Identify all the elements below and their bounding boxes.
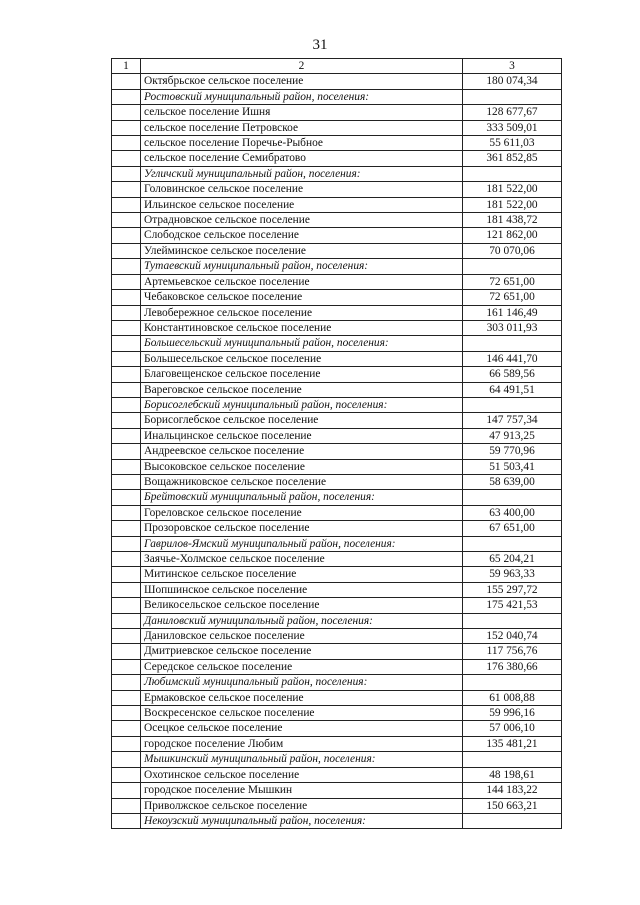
amount-cell xyxy=(463,813,562,828)
settlement-name-cell: Слободское сельское поселение xyxy=(141,228,463,243)
table-row xyxy=(112,105,562,120)
row-number-cell xyxy=(112,752,141,767)
table-row xyxy=(112,290,562,305)
district-name-cell: Ростовский муниципальный район, поселения: xyxy=(141,89,463,104)
amount-cell: 65 204,21 xyxy=(463,552,562,567)
district-name-cell: Борисоглебский муниципальный район, поселения: xyxy=(141,397,463,412)
table-row xyxy=(112,151,562,166)
row-number-cell xyxy=(112,274,141,289)
amount-cell: 47 913,25 xyxy=(463,428,562,443)
row-number-cell xyxy=(112,136,141,151)
settlement-name-cell: Середское сельское поселение xyxy=(141,659,463,674)
row-number-cell xyxy=(112,675,141,690)
amount-cell: 59 770,96 xyxy=(463,444,562,459)
table-row xyxy=(112,305,562,320)
table-row xyxy=(112,228,562,243)
settlement-name-cell: Шопшинское сельское поселение xyxy=(141,582,463,597)
district-header-row xyxy=(112,259,562,274)
amount-cell: 51 503,41 xyxy=(463,459,562,474)
amount-cell: 64 491,51 xyxy=(463,382,562,397)
amount-cell: 180 074,34 xyxy=(463,74,562,89)
row-number-cell xyxy=(112,320,141,335)
table-header-row xyxy=(112,59,562,74)
row-number-cell xyxy=(112,166,141,181)
amount-cell: 144 183,22 xyxy=(463,783,562,798)
district-header-row xyxy=(112,752,562,767)
district-header-row xyxy=(112,536,562,551)
amount-cell xyxy=(463,397,562,412)
row-number-cell xyxy=(112,351,141,366)
row-number-cell xyxy=(112,74,141,89)
row-number-cell xyxy=(112,197,141,212)
row-number-cell xyxy=(112,367,141,382)
row-number-cell xyxy=(112,659,141,674)
settlement-name-cell: Благовещенское сельское поселение xyxy=(141,367,463,382)
row-number-cell xyxy=(112,490,141,505)
settlement-name-cell: Константиновское сельское поселение xyxy=(141,320,463,335)
settlement-name-cell: Ермаковское сельское поселение xyxy=(141,690,463,705)
settlement-name-cell: Заячье-Холмское сельское поселение xyxy=(141,552,463,567)
row-number-cell xyxy=(112,613,141,628)
amount-cell: 181 522,00 xyxy=(463,197,562,212)
settlement-name-cell: Воскресенское сельское поселение xyxy=(141,706,463,721)
row-number-cell xyxy=(112,89,141,104)
table-row xyxy=(112,736,562,751)
amount-cell xyxy=(463,613,562,628)
row-number-cell xyxy=(112,413,141,428)
settlement-name-cell: Андреевское сельское поселение xyxy=(141,444,463,459)
table-row xyxy=(112,552,562,567)
row-number-cell xyxy=(112,120,141,135)
table-row xyxy=(112,274,562,289)
amount-cell: 72 651,00 xyxy=(463,274,562,289)
settlement-name-cell: Борисоглебское сельское поселение xyxy=(141,413,463,428)
amount-cell: 55 611,03 xyxy=(463,136,562,151)
settlement-name-cell: Осецкое сельское поселение xyxy=(141,721,463,736)
settlement-name-cell: Великосельское сельское поселение xyxy=(141,598,463,613)
district-header-row xyxy=(112,336,562,351)
amount-cell: 333 509,01 xyxy=(463,120,562,135)
table-row xyxy=(112,474,562,489)
row-number-cell xyxy=(112,783,141,798)
amount-cell: 59 996,16 xyxy=(463,706,562,721)
table-row xyxy=(112,644,562,659)
page-number: 31 xyxy=(312,37,328,53)
amount-cell: 57 006,10 xyxy=(463,721,562,736)
amount-cell xyxy=(463,89,562,104)
row-number-cell xyxy=(112,813,141,828)
table-row xyxy=(112,367,562,382)
table-row xyxy=(112,413,562,428)
row-number-cell xyxy=(112,382,141,397)
settlement-name-cell: Высоковское сельское поселение xyxy=(141,459,463,474)
district-header-row xyxy=(112,675,562,690)
table-row xyxy=(112,320,562,335)
amount-cell: 155 297,72 xyxy=(463,582,562,597)
settlement-name-cell: городское поселение Мышкин xyxy=(141,783,463,798)
amount-cell: 117 756,76 xyxy=(463,644,562,659)
table-row xyxy=(112,629,562,644)
amount-cell: 161 146,49 xyxy=(463,305,562,320)
table-row xyxy=(112,798,562,813)
row-number-cell xyxy=(112,521,141,536)
amount-cell: 66 589,56 xyxy=(463,367,562,382)
settlement-name-cell: Даниловское сельское поселение xyxy=(141,629,463,644)
amount-cell xyxy=(463,490,562,505)
table-row xyxy=(112,767,562,782)
district-name-cell: Любимский муниципальный район, поселения: xyxy=(141,675,463,690)
settlement-name-cell: Отрадновское сельское поселение xyxy=(141,213,463,228)
table-row xyxy=(112,120,562,135)
amount-cell: 303 011,93 xyxy=(463,320,562,335)
settlement-name-cell: Октябрьское сельское поселение xyxy=(141,74,463,89)
amount-cell: 121 862,00 xyxy=(463,228,562,243)
row-number-cell xyxy=(112,798,141,813)
amount-cell: 176 380,66 xyxy=(463,659,562,674)
allocation-table xyxy=(111,58,562,829)
district-name-cell: Некоузский муниципальный район, поселения: xyxy=(141,813,463,828)
amount-cell: 61 008,88 xyxy=(463,690,562,705)
row-number-cell xyxy=(112,182,141,197)
row-number-cell xyxy=(112,243,141,258)
table-row xyxy=(112,505,562,520)
table-row xyxy=(112,136,562,151)
row-number-cell xyxy=(112,644,141,659)
row-number-cell xyxy=(112,397,141,412)
settlement-name-cell: Гореловское сельское поселение xyxy=(141,505,463,520)
row-number-cell xyxy=(112,721,141,736)
district-name-cell: Гаврилов-Ямский муниципальный район, поселения: xyxy=(141,536,463,551)
table-row xyxy=(112,428,562,443)
amount-cell xyxy=(463,166,562,181)
district-name-cell: Брейтовский муниципальный район, поселения: xyxy=(141,490,463,505)
district-header-row xyxy=(112,813,562,828)
row-number-cell xyxy=(112,505,141,520)
settlement-name-cell: Приволжское сельское поселение xyxy=(141,798,463,813)
settlement-name-cell: Вощажниковское сельское поселение xyxy=(141,474,463,489)
row-number-cell xyxy=(112,536,141,551)
district-name-cell: Даниловский муниципальный район, поселения: xyxy=(141,613,463,628)
district-name-cell: Угличский муниципальный район, поселения: xyxy=(141,166,463,181)
table-row xyxy=(112,783,562,798)
amount-cell xyxy=(463,336,562,351)
amount-cell: 135 481,21 xyxy=(463,736,562,751)
settlement-name-cell: Улейминское сельское поселение xyxy=(141,243,463,258)
table-row xyxy=(112,243,562,258)
district-header-row xyxy=(112,89,562,104)
table-row xyxy=(112,598,562,613)
settlement-name-cell: Большесельское сельское поселение xyxy=(141,351,463,366)
table-row xyxy=(112,213,562,228)
settlement-name-cell: Охотинское сельское поселение xyxy=(141,767,463,782)
district-name-cell: Мышкинский муниципальный район, поселения: xyxy=(141,752,463,767)
district-header-row xyxy=(112,490,562,505)
amount-cell: 181 522,00 xyxy=(463,182,562,197)
row-number-cell xyxy=(112,567,141,582)
settlement-name-cell: Чебаковское сельское поселение xyxy=(141,290,463,305)
district-header-row xyxy=(112,397,562,412)
table-row xyxy=(112,351,562,366)
table-row xyxy=(112,382,562,397)
table-row xyxy=(112,197,562,212)
table-row xyxy=(112,444,562,459)
amount-cell: 72 651,00 xyxy=(463,290,562,305)
row-number-cell xyxy=(112,290,141,305)
district-header-row xyxy=(112,166,562,181)
row-number-cell xyxy=(112,706,141,721)
row-number-cell xyxy=(112,305,141,320)
settlement-name-cell: Артемьевское сельское поселение xyxy=(141,274,463,289)
settlement-name-cell: Головинское сельское поселение xyxy=(141,182,463,197)
amount-cell: 146 441,70 xyxy=(463,351,562,366)
row-number-cell xyxy=(112,582,141,597)
amount-cell: 152 040,74 xyxy=(463,629,562,644)
district-name-cell: Большесельский муниципальный район, поселения: xyxy=(141,336,463,351)
amount-cell: 59 963,33 xyxy=(463,567,562,582)
district-header-row xyxy=(112,613,562,628)
row-number-cell xyxy=(112,767,141,782)
settlement-name-cell: сельское поселение Семибратово xyxy=(141,151,463,166)
row-number-cell xyxy=(112,213,141,228)
settlement-name-cell: Митинское сельское поселение xyxy=(141,567,463,582)
amount-cell xyxy=(463,675,562,690)
settlement-name-cell: городское поселение Любим xyxy=(141,736,463,751)
row-number-cell xyxy=(112,151,141,166)
amount-cell xyxy=(463,752,562,767)
row-number-cell xyxy=(112,459,141,474)
row-number-cell xyxy=(112,552,141,567)
amount-cell: 63 400,00 xyxy=(463,505,562,520)
header-col-1: 1 xyxy=(112,59,141,74)
settlement-name-cell: Дмитриевское сельское поселение xyxy=(141,644,463,659)
table-row xyxy=(112,182,562,197)
row-number-cell xyxy=(112,228,141,243)
district-name-cell: Тутаевский муниципальный район, поселения: xyxy=(141,259,463,274)
row-number-cell xyxy=(112,428,141,443)
amount-cell: 175 421,53 xyxy=(463,598,562,613)
row-number-cell xyxy=(112,629,141,644)
row-number-cell xyxy=(112,336,141,351)
row-number-cell xyxy=(112,736,141,751)
table-row xyxy=(112,74,562,89)
header-col-3: 3 xyxy=(463,59,562,74)
amount-cell: 58 639,00 xyxy=(463,474,562,489)
amount-cell: 70 070,06 xyxy=(463,243,562,258)
table-row xyxy=(112,690,562,705)
table-body xyxy=(112,74,562,829)
amount-cell xyxy=(463,536,562,551)
amount-cell xyxy=(463,259,562,274)
row-number-cell xyxy=(112,105,141,120)
table-row xyxy=(112,459,562,474)
table-row xyxy=(112,567,562,582)
table-row xyxy=(112,582,562,597)
amount-cell: 361 852,85 xyxy=(463,151,562,166)
row-number-cell xyxy=(112,690,141,705)
table-row xyxy=(112,521,562,536)
header-col-2: 2 xyxy=(141,59,463,74)
row-number-cell xyxy=(112,598,141,613)
settlement-name-cell: сельское поселение Поречье-Рыбное xyxy=(141,136,463,151)
settlement-name-cell: Левобережное сельское поселение xyxy=(141,305,463,320)
amount-cell: 147 757,34 xyxy=(463,413,562,428)
table-row xyxy=(112,721,562,736)
settlement-name-cell: сельское поселение Ишня xyxy=(141,105,463,120)
settlement-name-cell: Инальцинское сельское поселение xyxy=(141,428,463,443)
row-number-cell xyxy=(112,474,141,489)
amount-cell: 128 677,67 xyxy=(463,105,562,120)
row-number-cell xyxy=(112,259,141,274)
amount-cell: 48 198,61 xyxy=(463,767,562,782)
amount-cell: 150 663,21 xyxy=(463,798,562,813)
table-row xyxy=(112,659,562,674)
settlement-name-cell: сельское поселение Петровское xyxy=(141,120,463,135)
settlement-name-cell: Ильинское сельское поселение xyxy=(141,197,463,212)
amount-cell: 181 438,72 xyxy=(463,213,562,228)
table-row xyxy=(112,706,562,721)
settlement-name-cell: Прозоровское сельское поселение xyxy=(141,521,463,536)
amount-cell: 67 651,00 xyxy=(463,521,562,536)
settlement-name-cell: Вареговское сельское поселение xyxy=(141,382,463,397)
row-number-cell xyxy=(112,444,141,459)
